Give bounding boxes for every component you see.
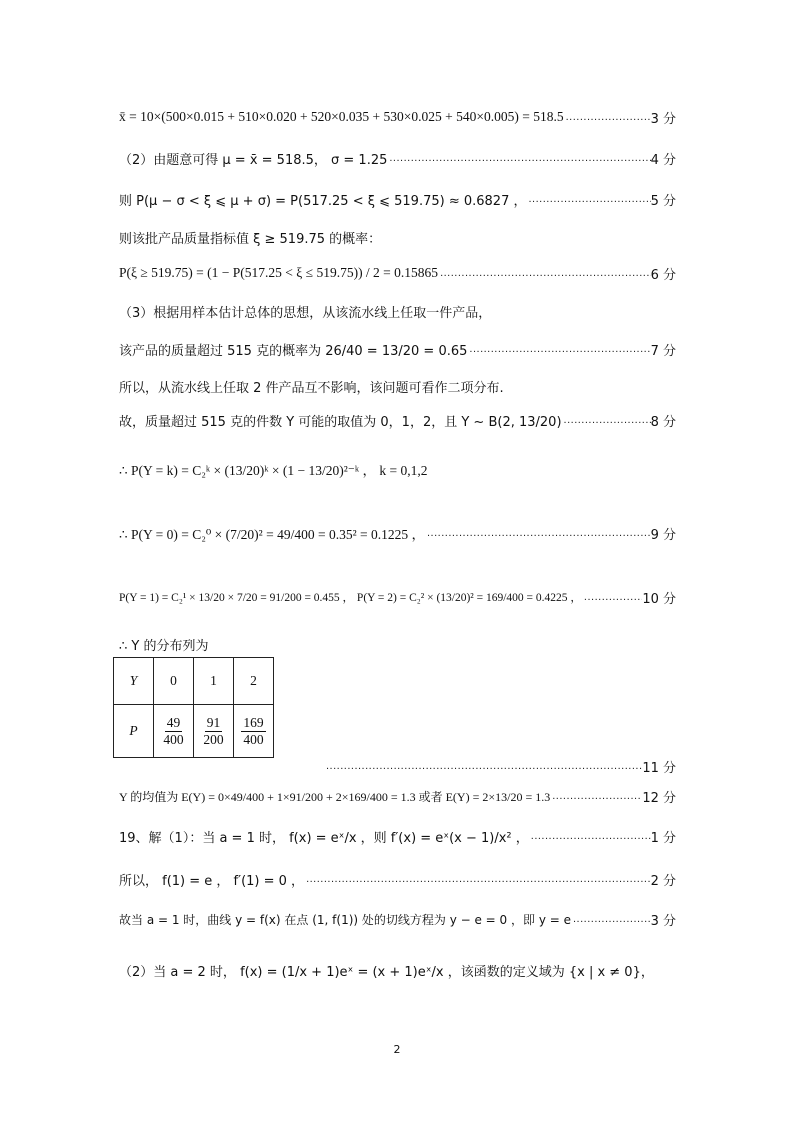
table-cell-2: 2 — [234, 658, 274, 705]
distribution-table — [113, 657, 274, 758]
leader-dots — [467, 343, 650, 355]
line-6-math: （3）根据用样本估计总体的思想，从该流水线上任取一件产品， — [119, 305, 492, 321]
table-prob-0 — [154, 705, 194, 758]
line-10-math: ∴ P(Y = k) = C₂ᵏ × (13/20)ᵏ × (1 − 13/20)²⁻ᵏ ， k = 0,1,2 — [119, 463, 428, 478]
line-12-score: 10 分 — [642, 591, 676, 607]
leader-dots — [571, 913, 651, 925]
line-9-score: 8 分 — [650, 414, 676, 430]
leader-dots — [550, 790, 642, 802]
prob-2-den: 400 — [243, 731, 264, 747]
line-7-score: 7 分 — [650, 343, 676, 359]
table-prob-1 — [194, 705, 234, 758]
table-cell-y: Y — [114, 658, 154, 705]
line-11 — [119, 516, 676, 550]
leader-dots — [529, 830, 651, 842]
line-3-math: 则 P(μ − σ < ξ ⩽ μ + σ) = P(517.25 < ξ ⩽ 519.75) ≈ 0.6827 ， — [119, 193, 527, 209]
line-2-math: （2）由题意可得 μ = x̄ = 518.5， σ = 1.25 — [119, 152, 388, 168]
line-4-math: 则该批产品质量指标值 ξ ≥ 519.75 的概率： — [119, 231, 382, 247]
prob-1-num: 91 — [206, 714, 221, 730]
line-17 — [119, 862, 676, 896]
line-17-math: 所以， f(1) = e ， f′(1) = 0 ， — [119, 873, 305, 889]
line-15-math: Y 的均值为 E(Y) = 0×49/400 + 1×91/200 + 2×169/400 = 1.3 或者 E(Y) = 2×13/20 = 1.3 — [119, 789, 551, 804]
line-16-score: 1 分 — [650, 830, 676, 846]
line-17-score: 2 分 — [650, 873, 676, 889]
line-2 — [119, 141, 676, 175]
line-11-math: ∴ P(Y = 0) = C₂⁰ × (7/20)² = 49/400 = 0.35² = 0.1225 ， — [119, 527, 425, 542]
line-18 — [119, 902, 676, 936]
leader-dots — [582, 591, 642, 603]
line-16-math: 19、解（1）：当 a = 1 时， f(x) = eˣ/x ，则 f′(x) = eˣ(x − 1)/x² ， — [119, 830, 529, 846]
prob-1-den: 200 — [203, 731, 224, 747]
line-1-math: x̄ = 10×(500×0.015 + 510×0.020 + 520×0.035 + 530×0.025 + 540×0.005) = 518.5 — [119, 109, 564, 124]
line-9-math: 故，质量超过 515 克的件数 Y 可能的取值为 0，1，2，且 Y ~ B(2, 13/20) — [119, 414, 562, 430]
leader-dots — [564, 111, 651, 123]
line-8-math: 所以，从流水线上任取 2 件产品互不影响，该问题可看作二项分布. — [119, 380, 504, 396]
leader-dots — [562, 414, 651, 426]
line-16 — [119, 819, 676, 853]
line-1 — [119, 100, 676, 134]
line-5-score: 6 分 — [650, 267, 676, 283]
line-2-score: 4 分 — [650, 152, 676, 168]
table-prob-row — [114, 705, 274, 758]
line-3 — [119, 182, 676, 216]
prob-0-den: 400 — [163, 731, 184, 747]
line-5-math: P(ξ ≥ 519.75) = (1 − P(517.25 < ξ ≤ 519.75)) / 2 = 0.15865 — [119, 265, 439, 280]
leader-dots — [526, 193, 650, 205]
leader-dots — [387, 152, 650, 164]
line-3-score: 5 分 — [650, 193, 676, 209]
line-13 — [119, 627, 676, 661]
line-1-score: 3 分 — [650, 111, 676, 127]
line-5 — [119, 256, 676, 290]
line-7-math: 该产品的质量超过 515 克的概率为 26/40 = 13/20 = 0.65 — [119, 343, 468, 359]
line-18-math: 故当 a = 1 时，曲线 y = f(x) 在点 (1, f(1)) 处的切线方程为 y − e = 0 ，即 y = e — [119, 912, 571, 927]
leader-dots — [425, 527, 651, 539]
line-10 — [119, 452, 676, 486]
line-15 — [119, 779, 676, 813]
line-8 — [119, 369, 676, 403]
leader-dots — [324, 760, 642, 772]
line-15-score: 12 分 — [642, 790, 676, 806]
table-cell-0: 0 — [154, 658, 194, 705]
line-6 — [119, 294, 676, 328]
line-9 — [119, 403, 676, 437]
line-19 — [119, 953, 676, 987]
line-14 — [324, 749, 676, 783]
line-11-score: 9 分 — [650, 527, 676, 543]
table-prob-2 — [234, 705, 274, 758]
line-12-math: P(Y = 1) = C₂¹ × 13/20 × 7/20 = 91/200 = 0.455 ， P(Y = 2) = C₂² × (13/20)² = 169/400 = 0.4225 ， — [119, 592, 582, 604]
page-number: 2 — [393, 1043, 401, 1056]
line-12 — [119, 580, 676, 614]
prob-2-num: 169 — [243, 714, 264, 730]
line-14-score: 11 分 — [642, 760, 676, 776]
table-cell-p: P — [114, 705, 154, 758]
table-cell-1: 1 — [194, 658, 234, 705]
leader-dots — [304, 873, 651, 885]
table-header-row — [114, 658, 274, 705]
line-7 — [119, 332, 676, 366]
line-19-math: （2）当 a = 2 时， f(x) = (1/x + 1)eˣ = (x + 1)eˣ/x ，该函数的定义域为 {x | x ≠ 0}， — [119, 964, 654, 980]
leader-dots — [438, 267, 651, 279]
prob-0-num: 49 — [166, 714, 181, 730]
line-18-score: 3 分 — [650, 913, 676, 929]
line-13-math: ∴ Y 的分布列为 — [119, 638, 209, 654]
line-4 — [119, 220, 676, 254]
